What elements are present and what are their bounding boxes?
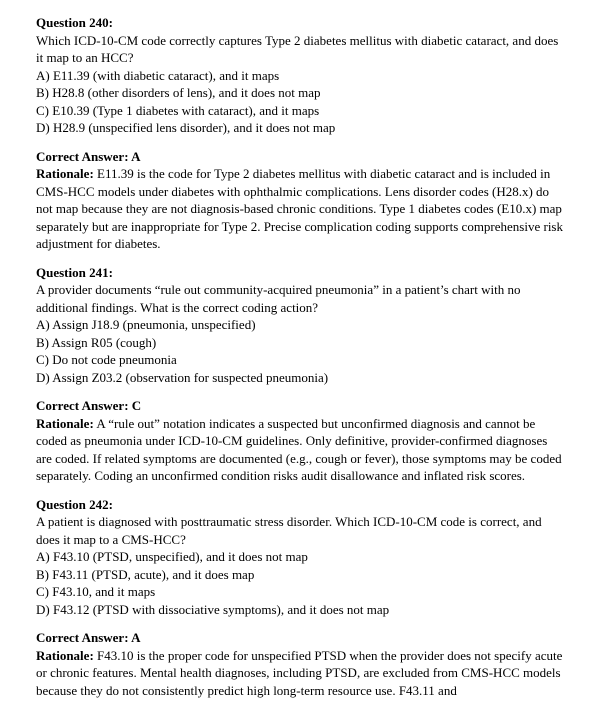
question-241-block-line-2	[36, 316, 564, 334]
answer-240-block	[36, 148, 564, 253]
text-run: B) F43.11 (PTSD, acute), and it does map	[36, 566, 255, 582]
text-run: A “rule out” notation indicates a suspected but unconfirmed diagnosis and cannot be coded as pneumonia under ICD-10-CM guidelines. Only definitive, provider-confirmed diagnoses are coded. If related symptoms are documented (e.g., cough or fever), those symptoms may be coded separately. Coding an unconfirmed condition risks audit disallowance and inflated risk scores.	[36, 415, 562, 483]
question-240-block	[36, 14, 564, 137]
text-run: Rationale:	[36, 415, 94, 431]
text-run: Correct Answer: A	[36, 148, 141, 164]
question-242-block-line-1	[36, 513, 564, 548]
question-241-block-line-4	[36, 351, 564, 369]
text-run: E11.39 is the code for Type 2 diabetes mellitus with diabetic cataract and is included in CMS-HCC models under diabetes with ophthalmic complications. Lens disorder codes (H28.x) do not map because they are not diagnosis-based chronic conditions. Type 1 diabetes codes (E10.x) map separately but are inappropriate for Type 2. Precise complication coding supports comprehensive risk adjustment for diabetes.	[36, 166, 563, 251]
text-run: B) Assign R05 (cough)	[36, 334, 157, 350]
text-run: B) H28.8 (other disorders of lens), and it does not map	[36, 85, 321, 100]
question-240-block-line-3	[36, 84, 564, 102]
answer-242-block	[36, 629, 564, 699]
text-run: A) F43.10 (PTSD, unspecified), and it does not map	[36, 549, 308, 564]
question-242-block-line-4	[36, 583, 564, 601]
text-run: Question 242:	[36, 496, 113, 512]
text-run: D) F43.12 (PTSD with dissociative symptoms), and it does not map	[36, 601, 390, 617]
question-242-block-line-2	[36, 548, 564, 566]
text-run: Correct Answer: C	[36, 398, 142, 413]
text-run: Rationale:	[36, 166, 94, 181]
text-run: C) F43.10, and it maps	[36, 584, 156, 599]
question-242-block-line-0	[36, 496, 564, 514]
answer-240-block-line-1	[36, 165, 564, 253]
text-run: A) Assign J18.9 (pneumonia, unspecified)	[36, 317, 256, 332]
text-run: F43.10 is the proper code for unspecified PTSD when the provider does not specify acute or chronic features. Mental health diagnoses, including PTSD, are excluded from CMS-HCC models because they do not consistently predict high long-term resource use. F43.11 and	[36, 647, 563, 698]
text-run: Question 240:	[36, 15, 113, 30]
text-run: Rationale:	[36, 647, 94, 663]
text-run: A) E11.39 (with diabetic cataract), and it maps	[36, 67, 280, 83]
text-run: A provider documents “rule out community-acquired pneumonia” in a patient’s chart with no additional findings. What is the correct coding action?	[36, 282, 521, 315]
question-241-block-line-0	[36, 264, 564, 282]
question-240-block-line-4	[36, 102, 564, 120]
answer-242-block-line-0	[36, 629, 564, 647]
text-run: Question 241:	[36, 264, 113, 280]
text-run: D) H28.9 (unspecified lens disorder), and it does not map	[36, 120, 336, 135]
document-content	[36, 14, 564, 699]
answer-241-block-line-1	[36, 415, 564, 485]
question-242-block-line-3	[36, 566, 564, 584]
text-run: C) E10.39 (Type 1 diabetes with cataract), and it maps	[36, 102, 320, 118]
text-run: Correct Answer: A	[36, 630, 141, 645]
answer-240-block-line-0	[36, 148, 564, 166]
answer-241-block-line-0	[36, 397, 564, 415]
question-240-block-line-2	[36, 67, 564, 85]
question-242-block-line-5	[36, 601, 564, 619]
question-241-block-line-3	[36, 334, 564, 352]
text-run: Which ICD-10-CM code correctly captures Type 2 diabetes mellitus with diabetic cataract, and does it map to an HCC?	[36, 32, 559, 65]
text-run: A patient is diagnosed with posttraumatic stress disorder. Which ICD-10-CM code is correct, and does it map to a CMS-HCC?	[36, 514, 542, 547]
text-run: D) Assign Z03.2 (observation for suspected pneumonia)	[36, 369, 329, 385]
question-241-block	[36, 264, 564, 387]
question-241-block-line-5	[36, 369, 564, 387]
text-run: C) Do not code pneumonia	[36, 352, 177, 367]
question-241-block-line-1	[36, 281, 564, 316]
question-240-block-line-5	[36, 119, 564, 137]
question-242-block	[36, 496, 564, 619]
answer-241-block	[36, 397, 564, 485]
question-240-block-line-0	[36, 14, 564, 32]
question-240-block-line-1	[36, 32, 564, 67]
answer-242-block-line-1	[36, 647, 564, 700]
